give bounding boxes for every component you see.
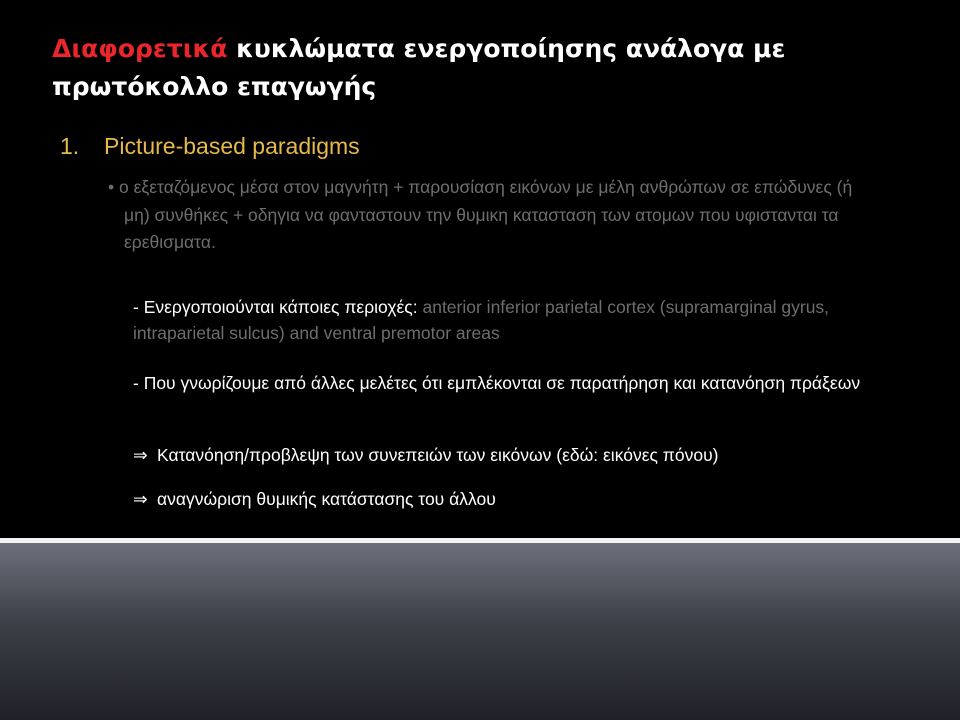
regions-detail: anterior inferior parietal cortex (supramarginal gyrus, intraparietal sulcus) and ventral premotor areas bbox=[133, 297, 830, 343]
right-arrow-icon: ⇒ bbox=[133, 445, 148, 465]
numbered-item-number: 1. bbox=[60, 133, 80, 159]
implication-item bbox=[133, 442, 923, 468]
implication-text: Κατανόηση/προβλεψη των συνεπειών των εικόνων (εδώ: εικόνες πόνου) bbox=[157, 445, 719, 465]
implication-item bbox=[133, 486, 923, 512]
bullet-symbol: • bbox=[108, 177, 115, 197]
numbered-item-label: Picture-based paradigms bbox=[104, 133, 360, 159]
implication-text: αναγνώριση θυμικής κατάστασης του άλλου bbox=[157, 489, 496, 509]
regions-lead: - Ενεργοποιούνται κάποιες περιοχές: bbox=[133, 297, 418, 317]
title-rest: κυκλώματα ενεργοποίησης ανάλογα με πρωτόκολλο επαγωγής bbox=[52, 34, 786, 101]
title-accent-word: Διαφορετικά bbox=[52, 34, 228, 63]
right-arrow-icon: ⇒ bbox=[133, 489, 148, 509]
known-studies-paragraph: - Που γνωρίζουμε από άλλες μελέτες ότι εμπλέκονται σε παρατήρηση και κατανόηση πράξεων bbox=[133, 373, 861, 393]
bullet-item bbox=[108, 174, 864, 257]
numbered-item bbox=[60, 131, 360, 161]
slide-title bbox=[52, 30, 912, 106]
bullet-text: ο εξεταζόμενος μέσα στον μαγνήτη + παρουσίαση εικόνων με μέλη ανθρώπων σε επώδυνες (ή μη) συνθήκες + οδηγια να φανταστουν την θυμικη κατασταση των ατομων που υφιστανται τα ερεθισματα. bbox=[119, 177, 853, 252]
regions-paragraph bbox=[133, 294, 923, 346]
footer-band bbox=[0, 543, 960, 720]
